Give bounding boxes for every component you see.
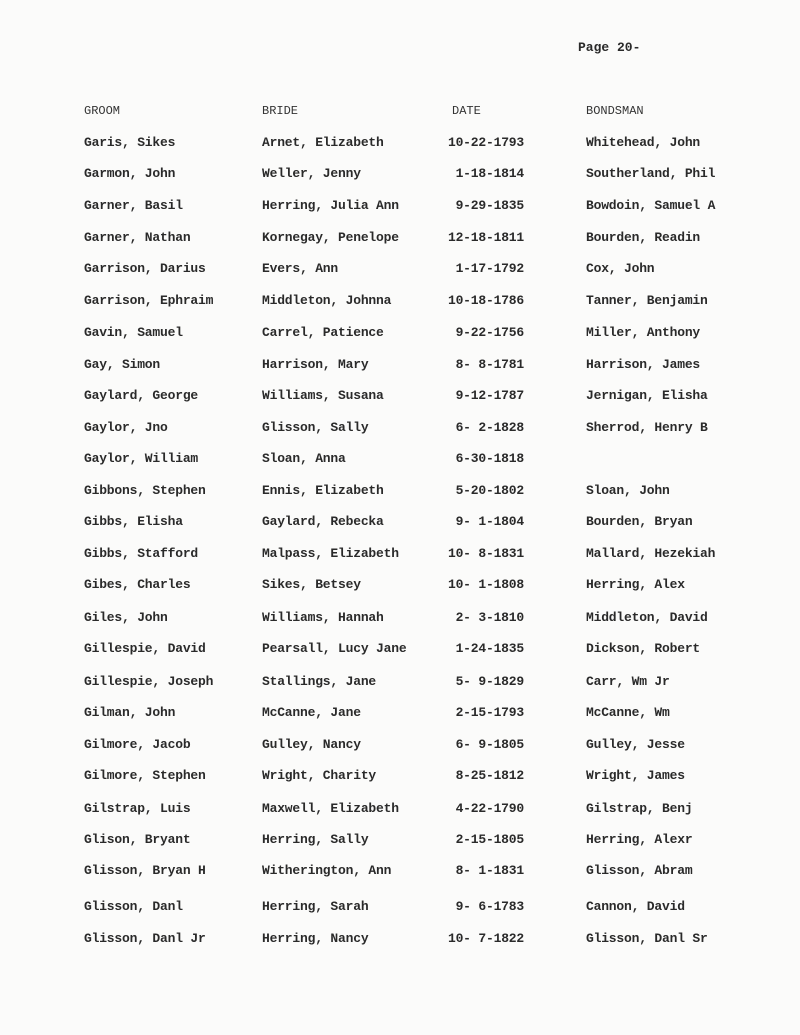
table-row [0,577,800,597]
table-row [0,293,800,313]
cell-groom: Garner, Basil [84,198,183,213]
cell-date: 9- 6-1783 [455,899,524,914]
cell-date: 9-29-1835 [455,198,524,213]
table-row [0,899,800,919]
cell-bondsman: Bourden, Readin [586,230,701,245]
cell-bride: Williams, Susana [262,388,384,403]
cell-bride: Williams, Hannah [262,610,384,625]
cell-bride: Witherington, Ann [262,863,392,878]
table-row [0,230,800,250]
cell-groom: Gibes, Charles [84,577,191,592]
cell-groom: Gillespie, David [84,641,206,656]
cell-date: 1-18-1814 [455,166,524,181]
table-row [0,420,800,440]
cell-groom: Gibbons, Stephen [84,483,206,498]
cell-bride: Ennis, Elizabeth [262,483,384,498]
cell-bondsman: Bourden, Bryan [586,514,693,529]
cell-bride: Stallings, Jane [262,674,377,689]
cell-groom: Gibbs, Elisha [84,514,183,529]
cell-bondsman: Tanner, Benjamin [586,293,708,308]
cell-bondsman: Herring, Alex [586,577,685,592]
cell-bride: Maxwell, Elizabeth [262,801,399,816]
table-row [0,674,800,694]
cell-bondsman: Sherrod, Henry B [586,420,708,435]
cell-groom: Garis, Sikes [84,135,176,150]
cell-date: 9- 1-1804 [455,514,524,529]
cell-bride: Gulley, Nancy [262,737,361,752]
cell-date: 10- 7-1822 [447,931,524,946]
table-row [0,325,800,345]
cell-groom: Gilmore, Jacob [84,737,191,752]
cell-groom: Giles, John [84,610,168,625]
cell-groom: Gibbs, Stafford [84,546,199,561]
cell-date: 8-25-1812 [455,768,524,783]
cell-bondsman: Southerland, Phil [586,166,716,181]
cell-groom: Gaylard, George [84,388,199,403]
table-row [0,705,800,725]
cell-date: 8- 8-1781 [455,357,524,372]
cell-date: 10-22-1793 [447,135,524,150]
cell-bondsman: McCanne, Wm [586,705,670,720]
cell-date: 8- 1-1831 [455,863,524,878]
table-row [0,931,800,951]
table-row [0,357,800,377]
cell-bride: Herring, Julia Ann [262,198,399,213]
cell-groom: Gilman, John [84,705,176,720]
cell-bride: Carrel, Patience [262,325,384,340]
cell-bondsman: Carr, Wm Jr [586,674,670,689]
table-row [0,483,800,503]
cell-date: 9-22-1756 [455,325,524,340]
cell-bondsman: Gilstrap, Benj [586,801,693,816]
cell-bondsman: Miller, Anthony [586,325,701,340]
cell-date: 2- 3-1810 [455,610,524,625]
cell-bondsman: Mallard, Hezekiah [586,546,716,561]
cell-bondsman: Middleton, David [586,610,708,625]
table-row [0,832,800,852]
table-row [0,737,800,757]
cell-groom: Gillespie, Joseph [84,674,214,689]
table-row [0,261,800,281]
cell-bondsman: Harrison, James [586,357,701,372]
cell-bride: Sloan, Anna [262,451,346,466]
cell-date: 6- 2-1828 [455,420,524,435]
cell-groom: Gavin, Samuel [84,325,183,340]
cell-bride: Evers, Ann [262,261,339,276]
cell-bondsman: Jernigan, Elisha [586,388,708,403]
cell-bride: Weller, Jenny [262,166,361,181]
cell-date: 10- 8-1831 [447,546,524,561]
cell-bride: Herring, Nancy [262,931,369,946]
cell-bride: Pearsall, Lucy Jane [262,641,407,656]
header-groom: GROOM [84,104,121,118]
cell-groom: Glison, Bryant [84,832,191,847]
header-bride: BRIDE [262,104,299,118]
table-row [0,135,800,155]
table-row [0,801,800,821]
cell-bondsman: Herring, Alexr [586,832,693,847]
header-bondsman: BONDSMAN [586,104,644,118]
column-headers [0,104,800,124]
cell-groom: Gaylor, William [84,451,199,466]
table-row [0,514,800,534]
cell-bondsman: Bowdoin, Samuel A [586,198,716,213]
cell-bride: Arnet, Elizabeth [262,135,384,150]
cell-groom: Gaylor, Jno [84,420,168,435]
cell-date: 2-15-1805 [455,832,524,847]
cell-date: 10-18-1786 [447,293,524,308]
cell-bride: McCanne, Jane [262,705,361,720]
cell-bondsman: Cannon, David [586,899,685,914]
cell-date: 2-15-1793 [455,705,524,720]
cell-bride: Harrison, Mary [262,357,369,372]
cell-bondsman: Glisson, Abram [586,863,693,878]
cell-bride: Herring, Sarah [262,899,369,914]
cell-groom: Garrison, Ephraim [84,293,214,308]
cell-bride: Wright, Charity [262,768,377,783]
cell-groom: Garner, Nathan [84,230,191,245]
cell-date: 10- 1-1808 [447,577,524,592]
cell-bride: Gaylard, Rebecka [262,514,384,529]
cell-groom: Gilstrap, Luis [84,801,191,816]
table-row [0,641,800,661]
cell-date: 9-12-1787 [455,388,524,403]
cell-bondsman: Sloan, John [586,483,670,498]
cell-groom: Garmon, John [84,166,176,181]
cell-date: 6- 9-1805 [455,737,524,752]
cell-bondsman: Dickson, Robert [586,641,701,656]
cell-date: 4-22-1790 [455,801,524,816]
cell-groom: Gilmore, Stephen [84,768,206,783]
cell-bondsman: Cox, John [586,261,655,276]
cell-bride: Sikes, Betsey [262,577,361,592]
cell-groom: Glisson, Bryan H [84,863,206,878]
cell-bondsman: Wright, James [586,768,685,783]
cell-bondsman: Glisson, Danl Sr [586,931,708,946]
cell-bride: Glisson, Sally [262,420,369,435]
cell-date: 6-30-1818 [455,451,524,466]
cell-bondsman: Whitehead, John [586,135,701,150]
table-row [0,388,800,408]
table-row [0,546,800,566]
header-date: DATE [452,104,481,118]
cell-date: 5-20-1802 [455,483,524,498]
table-row [0,198,800,218]
cell-date: 5- 9-1829 [455,674,524,689]
cell-date: 1-17-1792 [455,261,524,276]
table-row [0,451,800,471]
table-row [0,166,800,186]
table-row [0,863,800,883]
cell-groom: Garrison, Darius [84,261,206,276]
cell-groom: Glisson, Danl Jr [84,931,206,946]
page-number: Page 20- [578,40,641,55]
table-row [0,768,800,788]
cell-date: 12-18-1811 [447,230,524,245]
cell-bride: Herring, Sally [262,832,369,847]
cell-bondsman: Gulley, Jesse [586,737,685,752]
cell-date: 1-24-1835 [455,641,524,656]
cell-groom: Gay, Simon [84,357,161,372]
cell-bride: Malpass, Elizabeth [262,546,399,561]
cell-groom: Glisson, Danl [84,899,183,914]
table-row [0,610,800,630]
cell-bride: Kornegay, Penelope [262,230,399,245]
cell-bride: Middleton, Johnna [262,293,392,308]
